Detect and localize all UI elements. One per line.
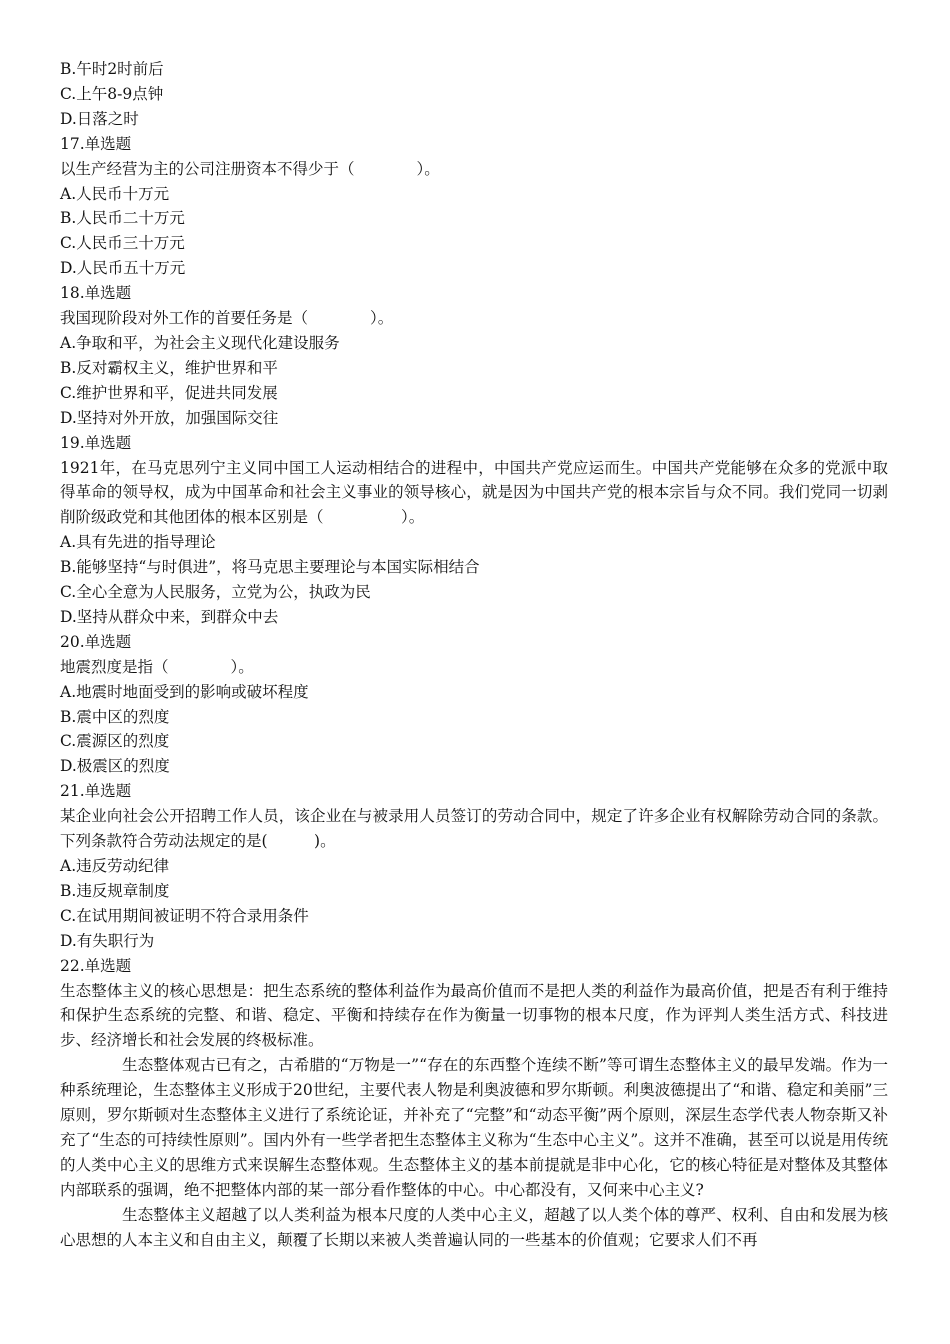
q16-option-c: C.上午8-9点钟 [60, 84, 164, 103]
q19-stem: 1921年，在马克思列宁主义同中国工人运动相结合的进程中，中国共产党应运而生。中国共产党能够在众多的党派中取得革命的领导权，成为中国革命和社会主义事业的领导核心，就是因为中国共产党的根本宗旨与众不同。我们党同一切剥削阶级政党和其他团体的根本区别是（ ）。 [60, 458, 888, 527]
q20-option-a: A.地震时地面受到的影响或破坏程度 [60, 682, 309, 701]
q21-header: 21.单选题 [60, 782, 132, 801]
q19-option-a: A.具有先进的指导理论 [60, 533, 216, 552]
q20-option-c: C.震源区的烈度 [60, 732, 170, 751]
q17-option-c: C.人民币三十万元 [60, 234, 185, 253]
q18-header: 18.单选题 [60, 284, 132, 303]
q20-header: 20.单选题 [60, 632, 132, 651]
document-page [60, 57, 888, 1253]
q17-header: 17.单选题 [60, 134, 132, 153]
q22-paragraph-1: 生态整体主义的核心思想是：把生态系统的整体利益作为最高价值而不是把人类的利益作为最高价值，把是否有利于维持和保护生态系统的完整、和谐、稳定、平衡和持续存在作为衡量一切事物的根本尺度，作为评判人类生活方式、科技进步、经济增长和社会发展的终极标准。 [60, 981, 888, 1050]
q16-option-b: B.午时2时前后 [60, 60, 164, 78]
q19-header: 19.单选题 [60, 433, 132, 452]
q22-paragraph-2: 生态整体观古已有之，古希腊的“万物是一”“存在的东西整个连续不断”等可谓生态整体主义的最早发端。作为一种系统理论，生态整体主义形成于20世纪，主要代表人物是利奥波德和罗尔斯顿。利奥波德提出了“和谐、稳定和美丽”三原则，罗尔斯顿对生态整体主义进行了系统论证，并补充了“完整”和“动态平衡”两个原则，深层生态学代表人物奈斯又补充了“生态的可持续性原则”。国内外有一些学者把生态整体主义称为“生态中心主义”。这并不准确，甚至可以说是用传统的人类中心主义的思维方式来误解生态整体观。生态整体主义的基本前提就是非中心化，它的核心特征是对整体及其整体内部联系的强调，绝不把整体内部的某一部分看作整体的中心。中心都没有，又何来中心主义? [60, 1056, 888, 1199]
q17-option-a: A.人民币十万元 [60, 184, 170, 203]
q21-option-d: D.有失职行为 [60, 931, 155, 950]
q19-option-c: C.全心全意为人民服务，立党为公，执政为民 [60, 583, 371, 602]
q17-option-d: D.人民币五十万元 [60, 259, 186, 278]
q16-option-d: D.日落之时 [60, 109, 139, 128]
q21-option-c: C.在试用期间被证明不符合录用条件 [60, 906, 309, 925]
q20-option-d: D.极震区的烈度 [60, 757, 170, 776]
q18-option-b: B.反对霸权主义，维护世界和平 [60, 358, 278, 377]
q21-stem: 某企业向社会公开招聘工作人员，该企业在与被录用人员签订的劳动合同中，规定了许多企业有权解除劳动合同的条款。下列条款符合劳动法规定的是( )。 [60, 807, 888, 851]
q17-option-b: B.人民币二十万元 [60, 209, 185, 228]
q21-option-b: B.违反规章制度 [60, 881, 170, 900]
q21-option-a: A.违反劳动纪律 [60, 857, 170, 875]
q18-stem: 我国现阶段对外工作的首要任务是（ ）。 [60, 309, 394, 328]
q18-option-a: A.争取和平，为社会主义现代化建设服务 [60, 333, 340, 352]
q20-option-b: B.震中区的烈度 [60, 707, 170, 726]
q18-option-d: D.坚持对外开放，加强国际交往 [60, 408, 279, 427]
q20-stem: 地震烈度是指（ ）。 [60, 657, 254, 676]
q19-option-b: B.能够坚持“与时俱进”，将马克思主要理论与本国实际相结合 [60, 558, 480, 577]
q22-paragraph-3: 生态整体主义超越了以人类利益为根本尺度的人类中心主义，超越了以人类个体的尊严、权利、自由和发展为核心思想的人本主义和自由主义，颠覆了长期以来被人类普遍认同的一些基本的价值观；它要求人们不再 [60, 1205, 888, 1249]
q19-option-d: D.坚持从群众中来，到群众中去 [60, 607, 279, 626]
q17-stem: 以生产经营为主的公司注册资本不得少于（ ）。 [60, 159, 440, 178]
q18-option-c: C.维护世界和平，促进共同发展 [60, 383, 278, 402]
q22-header: 22.单选题 [60, 956, 132, 975]
